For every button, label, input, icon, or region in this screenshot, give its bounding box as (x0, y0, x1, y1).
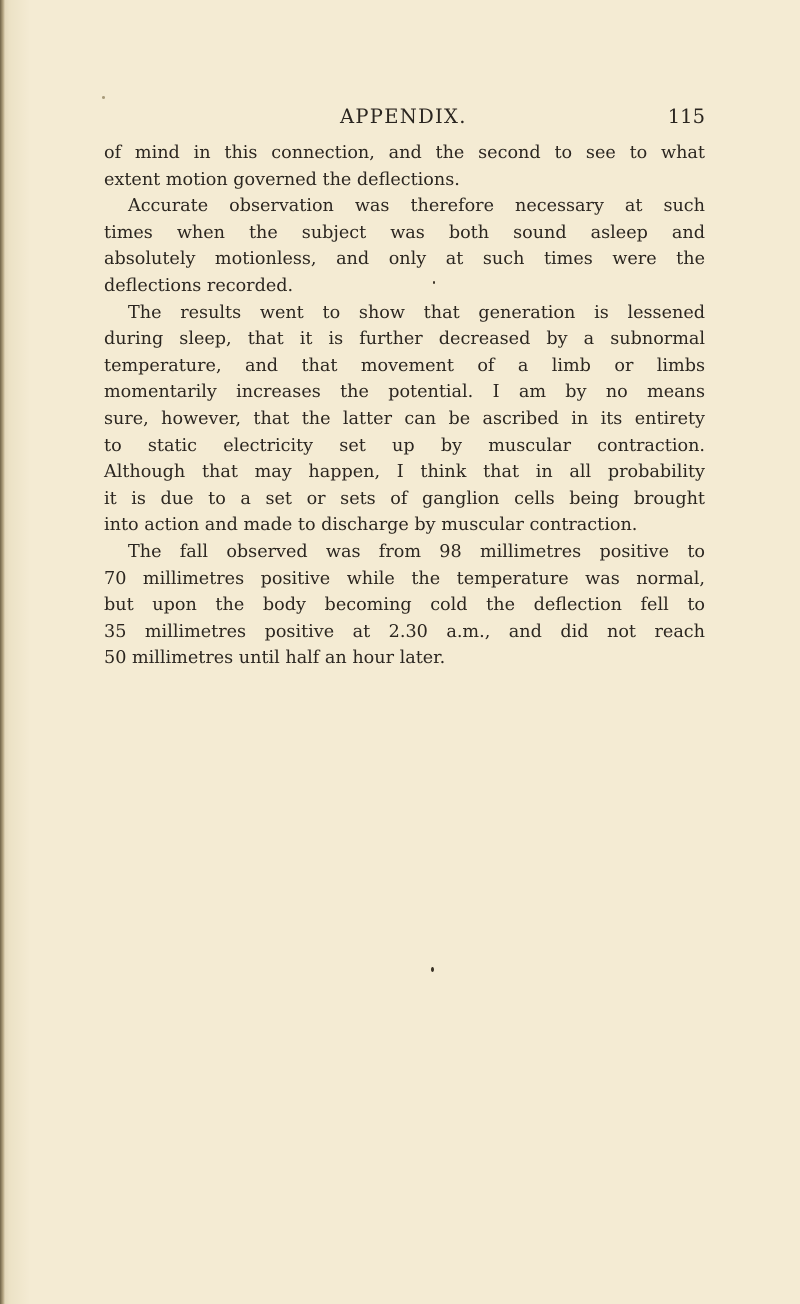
body-text (104, 140, 705, 672)
ink-speck (102, 96, 105, 99)
ink-speck (431, 967, 434, 972)
text-line: during sleep, that it is further decreased by a subnormal (104, 329, 705, 350)
text-line: Although that may happen, I think that in all probability (104, 462, 705, 483)
text-line: of mind in this connection, and the second to see to what (104, 143, 705, 163)
text-line: times when the subject was both sound asleep and (104, 222, 705, 243)
text-line: 35 millimetres positive at 2.30 a.m., and did not reach (104, 621, 705, 642)
text-line: but upon the body becoming cold the deflection fell to (104, 595, 705, 616)
running-head: APPENDIX. (340, 105, 467, 128)
text-line: sure, however, that the latter can be ascribed in its entirety (104, 408, 705, 429)
paragraph-start-line: The fall observed was from 98 millimetres positive to (128, 541, 705, 562)
text-line: deflections recorded. (104, 275, 294, 296)
text-line: into action and made to discharge by muscular contraction. (104, 515, 638, 536)
paragraph-start-line: The results went to show that generation is lessened (128, 302, 705, 323)
ink-speck (433, 281, 435, 284)
text-line: 50 millimetres until half an hour later. (104, 648, 446, 669)
text-line: temperature, and that movement of a limb or limbs (104, 355, 705, 376)
text-line: 70 millimetres positive while the temperature was normal, (104, 568, 705, 589)
page-edge-shadow (0, 0, 5, 1304)
text-line: momentarily increases the potential. I am by no means (104, 382, 705, 403)
page-number: 115 (667, 105, 705, 128)
text-line: absolutely motionless, and only at such times were the (104, 249, 705, 270)
paragraph-start-line: Accurate observation was therefore necessary at such (128, 196, 705, 217)
text-line: to static electricity set up by muscular contraction. (104, 435, 705, 456)
text-line: it is due to a set or sets of ganglion cells being brought (104, 488, 705, 509)
text-line: extent motion governed the deflections. (104, 169, 460, 190)
page-header (104, 100, 705, 134)
